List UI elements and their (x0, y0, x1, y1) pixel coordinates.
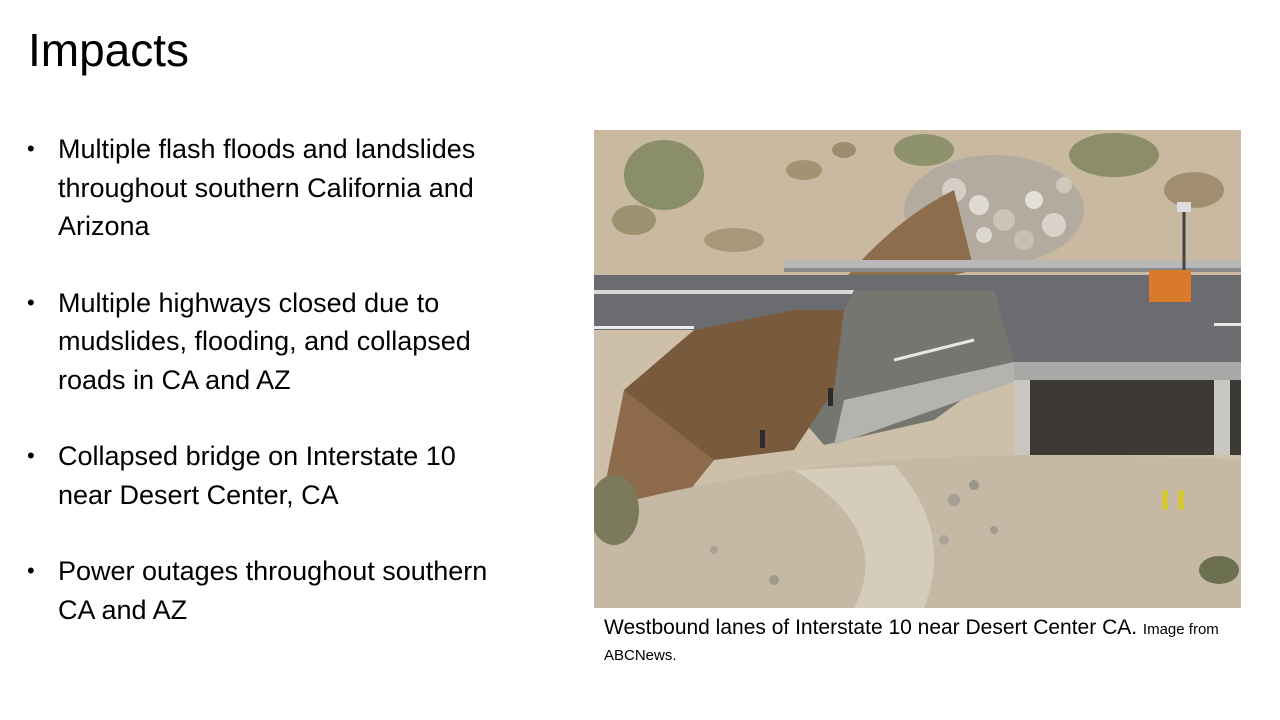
bullet-text: Multiple flash floods and landslides throughout southern California and Arizona (58, 134, 476, 241)
caption-text: Westbound lanes of Interstate 10 near Desert Center CA. (604, 616, 1138, 639)
bullet-text: Collapsed bridge on Interstate 10 near Desert Center, CA (58, 441, 456, 510)
bullet-dot-icon: • (27, 443, 35, 468)
bullet-dot-icon: • (27, 136, 35, 161)
bullet-dot-icon: • (27, 289, 35, 315)
bullet-item (24, 284, 504, 400)
photo-illustration (594, 130, 1241, 608)
bullet-text: Multiple highways closed due to mudslides, flooding, and collapsed roads in CA and AZ (58, 287, 471, 395)
collapsed-bridge-photo (594, 130, 1241, 608)
bullet-item (24, 437, 504, 514)
slide-title: Impacts (28, 24, 190, 76)
bullet-text: Power outages throughout southern CA and AZ (58, 556, 488, 625)
photo-caption (604, 615, 1244, 667)
caption-credit: Image from ABCNews. (604, 621, 1219, 664)
bullet-item (24, 130, 504, 246)
bullet-dot-icon: • (27, 558, 35, 583)
bullet-list (24, 130, 504, 667)
bullet-item (24, 552, 504, 629)
